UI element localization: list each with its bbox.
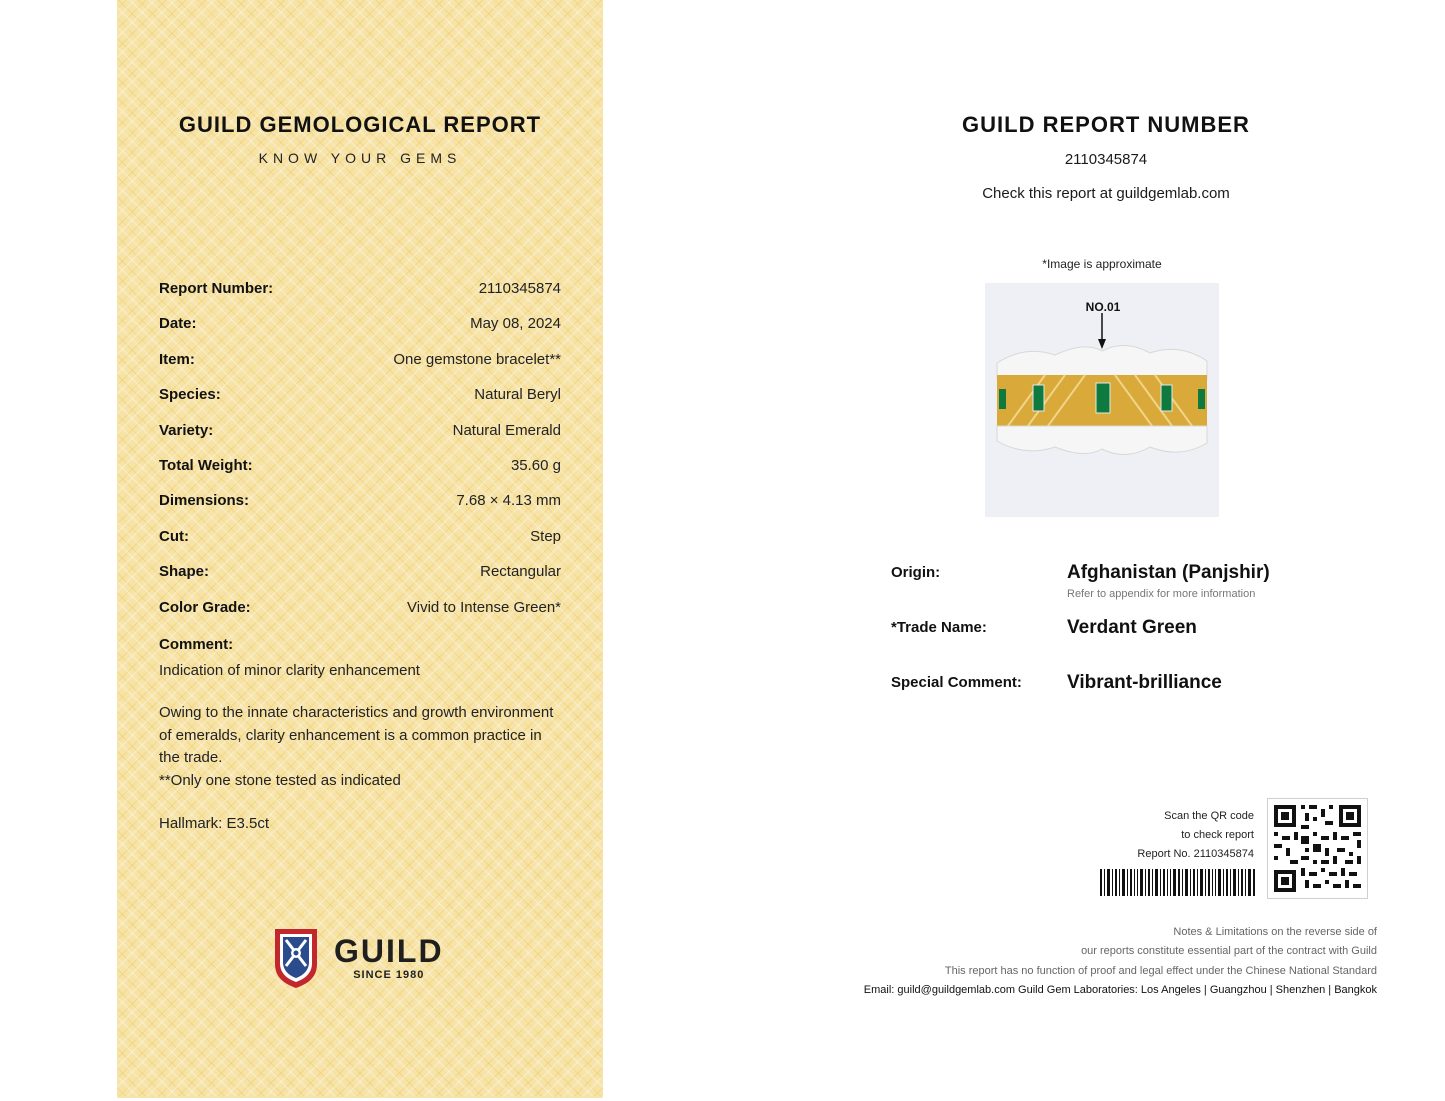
qr-report-number: Report No. 2110345874 xyxy=(1137,848,1254,860)
field-label: Species: xyxy=(159,386,221,404)
comment-note xyxy=(159,702,559,792)
field-label: Dimensions: xyxy=(159,492,250,510)
check-report-text: Check this report at guildgemlab.com xyxy=(982,185,1230,202)
guild-logo xyxy=(272,926,444,990)
trade-name-label: *Trade Name: xyxy=(891,619,987,636)
field-row xyxy=(159,386,561,421)
field-row xyxy=(159,315,561,350)
qr-code-icon xyxy=(1268,799,1367,898)
special-comment-label: Special Comment: xyxy=(891,674,1022,691)
origin-value: Afghanistan (Panjshir) xyxy=(1067,562,1270,583)
field-row xyxy=(159,457,561,492)
report-tagline: KNOW YOUR GEMS xyxy=(258,150,462,166)
comment-label: Comment: xyxy=(159,636,234,653)
field-label: Total Weight: xyxy=(159,456,253,474)
origin-note: Refer to appendix for more information xyxy=(1067,588,1256,600)
field-row xyxy=(159,351,561,386)
qr-instruction-2: to check report xyxy=(1181,829,1254,841)
field-row xyxy=(159,528,561,563)
field-value: Natural Beryl xyxy=(474,386,561,404)
trade-name-value: Verdant Green xyxy=(1067,617,1197,638)
field-label: Date: xyxy=(159,315,197,333)
field-value: Step xyxy=(530,527,561,545)
field-value: Rectangular xyxy=(480,563,561,581)
qr-code[interactable] xyxy=(1267,798,1368,899)
qr-instruction: Scan the QR code xyxy=(1164,810,1254,822)
field-value: May 08, 2024 xyxy=(470,315,561,333)
guild-shield-icon xyxy=(272,926,320,990)
field-label: Variety: xyxy=(159,421,214,439)
special-comment-value: Vibrant-brilliance xyxy=(1067,672,1222,693)
field-label: Report Number: xyxy=(159,280,274,297)
field-value: 7.68 × 4.13 mm xyxy=(456,492,561,510)
field-row xyxy=(159,422,561,457)
field-row xyxy=(159,492,561,527)
comment-footnote: **Only one stone tested as indicated xyxy=(159,771,401,789)
comment-explanation: Owing to the innate characteristics and growth environment of emeralds, clarity enhancement is a common practice in the trade. xyxy=(159,704,554,766)
stone-label: NO.01 xyxy=(1085,300,1121,314)
guild-since: SINCE 1980 xyxy=(353,969,425,981)
field-value: Vivid to Intense Green* xyxy=(407,598,561,616)
bracelet-image xyxy=(985,283,1219,517)
report-left-panel xyxy=(117,0,603,1098)
report-field-list xyxy=(159,280,561,634)
field-row xyxy=(159,599,561,634)
bracelet-photo xyxy=(985,283,1219,517)
field-label: Shape: xyxy=(159,563,210,581)
footer-disclaimer: This report has no function of proof and legal effect under the Chinese National Standard xyxy=(944,965,1377,977)
field-label: Cut: xyxy=(159,527,189,545)
field-value: One gemstone bracelet** xyxy=(393,350,561,368)
report-title: GUILD GEMOLOGICAL REPORT xyxy=(178,112,542,137)
report-number-value: 2110345874 xyxy=(1064,151,1148,168)
barcode xyxy=(1100,869,1255,896)
guild-name: GUILD xyxy=(334,933,444,969)
barcode-icon xyxy=(1100,869,1255,896)
report-number-title: GUILD REPORT NUMBER xyxy=(962,112,1250,137)
field-value: 2110345874 xyxy=(478,280,561,297)
field-value: 35.60 g xyxy=(510,456,561,474)
image-note: *Image is approximate xyxy=(1042,257,1162,271)
field-label: Item: xyxy=(159,350,195,368)
field-value: Natural Emerald xyxy=(452,421,561,439)
guild-wordmark xyxy=(334,935,444,981)
origin-label: Origin: xyxy=(891,564,941,581)
field-row xyxy=(159,563,561,598)
field-row xyxy=(159,280,561,315)
hallmark-text: Hallmark: E3.5ct xyxy=(159,815,270,832)
footer-contract: our reports constitute essential part of the contract with Guild xyxy=(1081,945,1377,957)
footer-notes: Notes & Limitations on the reverse side of xyxy=(1173,926,1377,938)
footer-contact: Email: guild@guildgemlab.com Guild Gem Laboratories: Los Angeles | Guangzhou | Shenzhen | Bangkok xyxy=(863,984,1377,996)
field-label: Color Grade: xyxy=(159,598,251,616)
comment-text: Indication of minor clarity enhancement xyxy=(159,662,420,679)
